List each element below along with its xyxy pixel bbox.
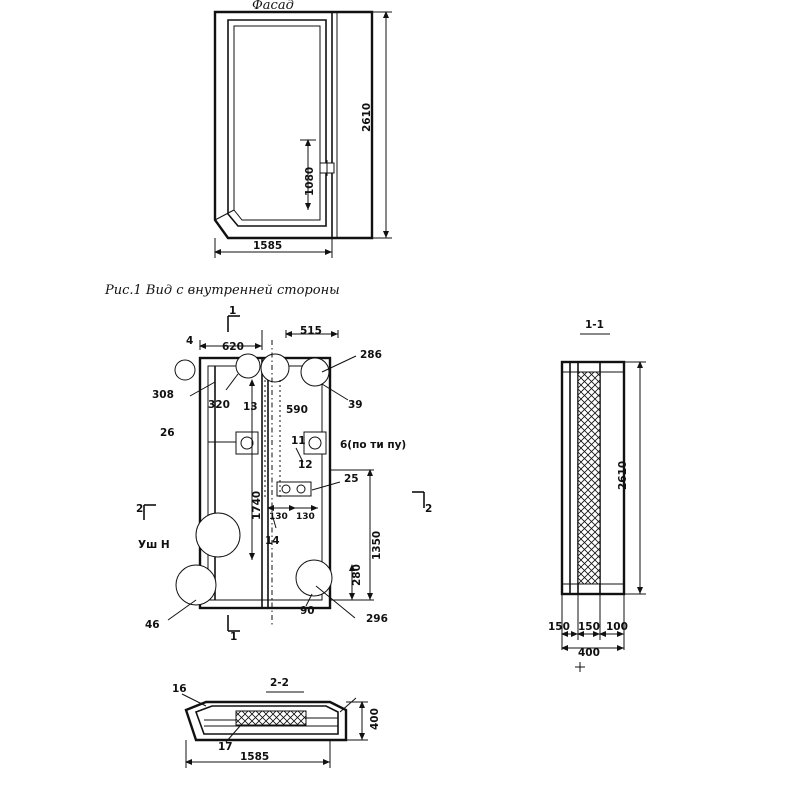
mark-1740: 1740: [251, 490, 263, 520]
mark-320: 320: [208, 399, 230, 411]
mark-515: 515: [300, 325, 322, 337]
mark-296: 296: [366, 613, 388, 625]
mark-130-a: 130: [269, 512, 288, 522]
mark-6-po-tipu: 6(по ти пу): [340, 439, 407, 451]
mark-590: 590: [286, 404, 308, 416]
s22-dim-400: 400: [369, 708, 381, 730]
mark-286: 286: [360, 349, 382, 361]
inner-view-geometry: [144, 316, 424, 631]
mark-4: 4: [186, 335, 194, 347]
s11-dim-150b: 150: [578, 621, 600, 633]
mark-39: 39: [348, 399, 363, 411]
s11-dim-400: 400: [578, 647, 600, 659]
facade-title: Фасад: [252, 0, 294, 13]
section-1-1-title: 1-1: [585, 319, 604, 331]
s22-dim-1585: 1585: [240, 751, 270, 763]
facade-dim-width: 1585: [253, 240, 283, 252]
mark-308: 308: [152, 389, 174, 401]
s11-dim-150a: 150: [548, 621, 570, 633]
mark-14: 14: [265, 535, 280, 547]
mark-280: 280: [351, 564, 363, 586]
mark-620: 620: [222, 341, 244, 353]
section-1-1-geometry: [562, 334, 646, 672]
section-mark-2-left: 2: [136, 503, 144, 515]
s11-dim-height: 2610: [617, 460, 629, 490]
mark-25: 25: [344, 473, 359, 485]
s11-dim-100: 100: [606, 621, 628, 633]
mark-90: 90: [300, 605, 315, 617]
mark-26: 26: [160, 427, 175, 439]
section-mark-2-right: 2: [425, 503, 433, 515]
mark-12: 12: [298, 459, 313, 471]
section-2-2-title: 2-2: [270, 677, 289, 689]
section-mark-1-top: 1: [229, 305, 237, 317]
s22-mark-17: 17: [218, 741, 233, 753]
fig1-title: Рис.1 Вид с внутренней стороны: [105, 283, 340, 298]
facade-dim-height: 2610: [361, 102, 373, 132]
mark-ush-n: Уш Н: [138, 539, 170, 551]
facade-view-geometry: [215, 12, 392, 258]
mark-1350: 1350: [371, 530, 383, 560]
mark-130-b: 130: [296, 512, 315, 522]
section-2-2-geometry: [182, 692, 368, 768]
mark-11: 11: [291, 435, 306, 447]
mark-46: 46: [145, 619, 160, 631]
mark-13: 13: [243, 401, 258, 413]
s22-mark-16: 16: [172, 683, 187, 695]
facade-dim-opening: 1080: [304, 166, 316, 196]
section-mark-1-bottom: 1: [230, 631, 238, 643]
